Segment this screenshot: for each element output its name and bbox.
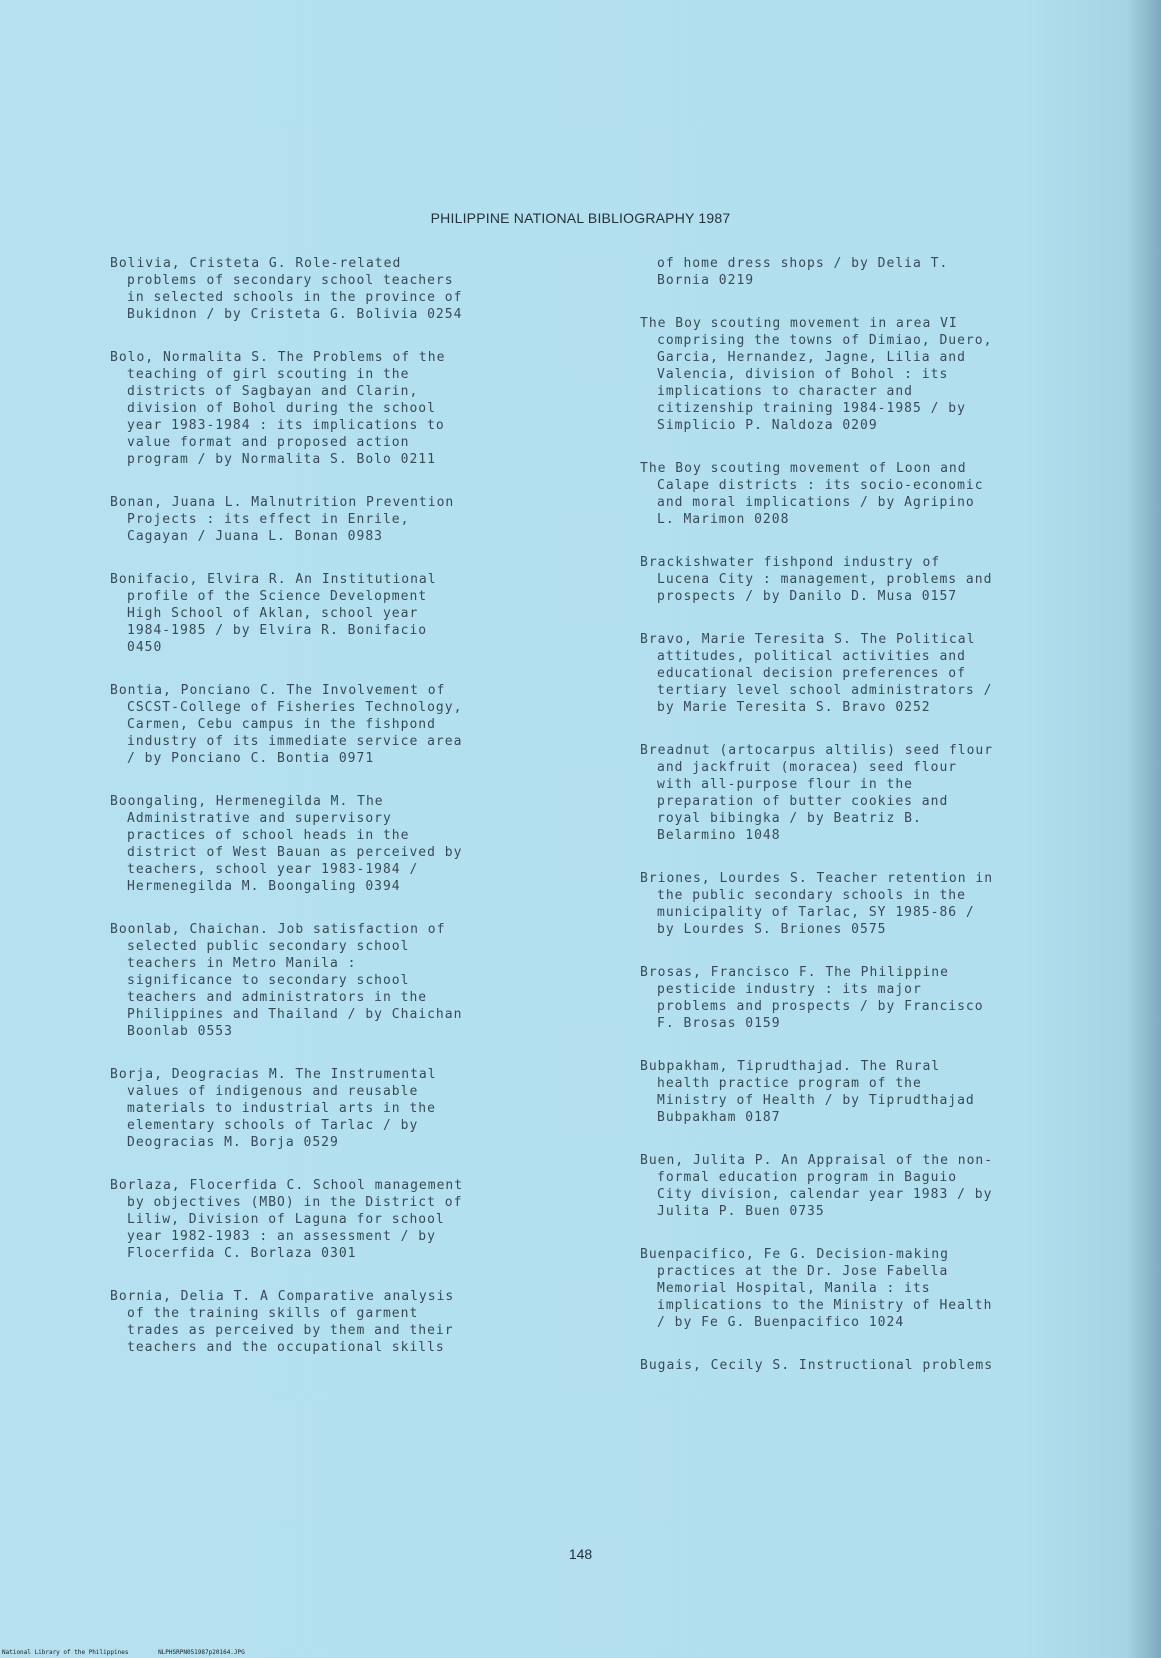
- bibliography-entry: Bolivia, Cristeta G. Role-related problems of secondary school teachers in selected schools in the province of Bukidnon / by Cristeta G. Bolivia 0254: [110, 256, 463, 322]
- bibliography-entry: Brackishwater fishpond industry of Lucena City : management, problems and prospects / by Danilo D. Musa 0157: [640, 555, 993, 604]
- bibliography-entry: Bubpakham, Tiprudthajad. The Rural health practice program of the Ministry of Health / by Tiprudthajad Bubpakham 0187: [640, 1059, 975, 1125]
- left-column: [110, 255, 595, 1382]
- bibliography-entry: Borlaza, Flocerfida C. School management by objectives (MBO) in the District of Liliw, Division of Laguna for school year 1982-1983 : an assessment / by Flocerfida C. Borlaza 0301: [110, 1178, 464, 1261]
- bibliography-entry: Buenpacifico, Fe G. Decision-making practices at the Dr. Jose Fabella Memorial Hospital, Manila : its implications to the Ministry of Health / by Fe G. Buenpacifico 1024: [640, 1247, 993, 1330]
- bibliography-entry: The Boy scouting movement in area VI comprising the towns of Dimiao, Duero, Garcia, Hernandez, Jagne, Lilia and Valencia, division of Bohol : its implications to character and citizenship training 1984-1985 / by Simplicio P. Naldoza 0209: [640, 316, 993, 433]
- bibliography-entry: Buen, Julita P. An Appraisal of the non- formal education program in Baguio City division, calendar year 1983 / by Julita P. Buen 0735: [640, 1153, 994, 1219]
- bibliography-entry: Breadnut (artocarpus altilis) seed flour and jackfruit (moracea) seed flour with all-purpose flour in the preparation of butter cookies and royal bibingka / by Beatriz B. Belarmino 1048: [640, 743, 994, 843]
- page-number: 148: [568, 1546, 593, 1562]
- footer-file: NLPHSRPN051987p20164.JPG: [158, 1649, 245, 1656]
- bibliography-entry: Boongaling, Hermenegilda M. The Administrative and supervisory practices of school heads in the district of West Bauan as perceived by teachers, school year 1983-1984 / Hermenegilda M. Boongaling 0394: [110, 794, 463, 894]
- right-column: [640, 255, 1140, 1400]
- bibliography-entry: Borja, Deogracias M. The Instrumental values of indigenous and reusable materials to industrial arts in the elementary schools of Tarlac / by Deogracias M. Borja 0529: [110, 1067, 437, 1150]
- bibliography-entry: Bornia, Delia T. A Comparative analysis of the training skills of garment trades as perceived by them and their teachers and the occupational skills: [110, 1289, 455, 1355]
- bibliography-entry-continuation: of home dress shops / by Delia T. Bornia 0219: [657, 256, 949, 288]
- bibliography-entry: The Boy scouting movement of Loon and Calape districts : its socio-economic and moral implications / by Agripino L. Marimon 0208: [640, 461, 984, 527]
- footer-source: National Library of the Philippines: [2, 1649, 129, 1656]
- bibliography-entry: Bolo, Normalita S. The Problems of the teaching of girl scouting in the districts of Sagbayan and Clarin, division of Bohol during the school year 1983-1984 : its implications to value format and proposed action program / by Normalita S. Bolo 0211: [110, 350, 446, 467]
- scan-footer: [2, 1649, 271, 1656]
- bibliography-entry: Bravo, Marie Teresita S. The Political attitudes, political activities and educational decision preferences of tertiary level school administrators / by Marie Teresita S. Bravo 0252: [640, 632, 993, 715]
- bibliography-entry: Briones, Lourdes S. Teacher retention in the public secondary schools in the municipality of Tarlac, SY 1985-86 / by Lourdes S. Briones 0575: [640, 871, 994, 937]
- bibliography-entry: Bontia, Ponciano C. The Involvement of CSCST-College of Fisheries Technology, Carmen, Cebu campus in the fishpond industry of its immediate service area / by Ponciano C. Bontia 0971: [110, 683, 463, 766]
- bibliography-entry: Bugais, Cecily S. Instructional problems: [640, 1358, 994, 1373]
- bibliography-entry: Brosas, Francisco F. The Philippine pesticide industry : its major problems and prospects / by Francisco F. Brosas 0159: [640, 965, 984, 1031]
- bibliography-entry: Boonlab, Chaichan. Job satisfaction of selected public secondary school teachers in Metro Manila : significance to secondary school teachers and administrators in the Philippines and Thailand / by Chaichan Boonlab 0553: [110, 922, 463, 1039]
- bibliography-entry: Bonan, Juana L. Malnutrition Prevention Projects : its effect in Enrile, Cagayan / Juana L. Bonan 0983: [110, 495, 455, 544]
- bibliography-entry: Bonifacio, Elvira R. An Institutional profile of the Science Development High School of Aklan, school year 1984-1985 / by Elvira R. Bonifacio 0450: [110, 572, 437, 655]
- page-title: PHILIPPINE NATIONAL BIBLIOGRAPHY 1987: [430, 210, 731, 226]
